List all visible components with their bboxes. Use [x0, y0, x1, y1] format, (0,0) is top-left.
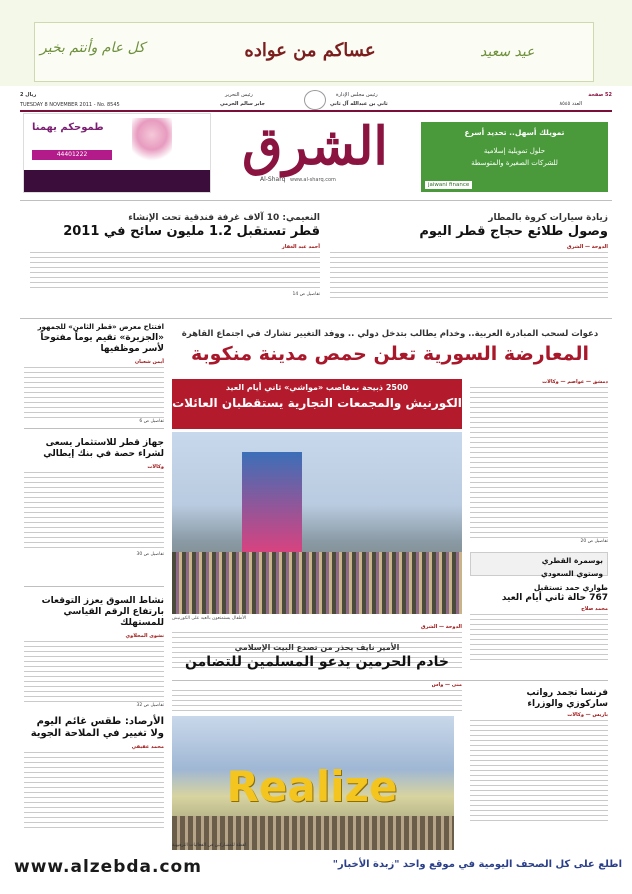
child-photo	[132, 118, 172, 166]
top-story-right-body	[330, 252, 608, 298]
promo-left-headline: طموحكم يهمنا	[32, 122, 104, 133]
france-body	[470, 720, 608, 824]
masthead-strip	[20, 90, 612, 112]
main-story-column	[470, 379, 608, 544]
top-story-right-headline: وصول طلائع حجاج قطر اليوم	[419, 224, 608, 239]
emblem-icon	[304, 90, 326, 110]
newspaper-logo-latin: Al-Sharq	[260, 176, 286, 183]
weather-byline: محمد عفيفي	[131, 744, 164, 750]
crowd	[172, 552, 462, 614]
corniche-photo-caption: الأطفال يستمتعون بالعيد على الكورنيش	[172, 616, 247, 621]
sidebar-market-headline: نشاط السوق يعزز التوقعات بارتفاع الرقم القياسي للمستهلك	[41, 596, 164, 628]
divider	[172, 680, 608, 681]
weather-body	[24, 752, 164, 828]
banner-calligraphy-left: كل عام وأنتم بخير	[40, 40, 145, 56]
promo-right-line3: للشركات الصغيرة والمتوسطة	[471, 159, 558, 167]
corniche-photo	[172, 432, 462, 614]
top-story-right-byline: الدوحة — الشرق	[567, 244, 608, 250]
realize-sign: Realize	[226, 762, 398, 811]
promo-left-footer	[24, 170, 210, 192]
sidebar-top-continued: تفاصيل ص 6	[139, 419, 164, 424]
footer-watermark[interactable]: www.alzebda.com	[14, 857, 202, 877]
eid-feature-kicker: 2500 ذبيحة بمقاصب «مواشي» ثاني أيام العيد	[225, 383, 409, 392]
weather-kicker: الأرصاد: طقس غائم اليوم	[36, 716, 164, 727]
sidebar-mid-headline: جهاز قطر للاستثمار يسعى لشراء حصة في بنك إيطالي	[43, 438, 164, 459]
sidebar-mid-byline: وكالات	[147, 464, 164, 470]
saudi-story	[172, 642, 462, 670]
top-story-left-byline: أحمد عبد الغفار	[281, 244, 320, 250]
eid-feature-box	[172, 379, 462, 429]
issue-number: العدد ٨٥٤٥	[559, 101, 582, 107]
sports-subtitle: وستوي السعودي	[541, 569, 603, 578]
promo-right-line2: حلول تمويلية إسلامية	[483, 147, 546, 155]
saudi-story-body-wrap	[172, 682, 462, 712]
sidebar-mid-story	[24, 438, 164, 557]
eid-feature-headline: الكورنيش والمجمعات التجارية يستقطبان العائلات	[172, 396, 462, 410]
realize-photo-caption: لقطة للمشاركين في الفعاليات الترفيهية	[172, 843, 246, 848]
france-headline: ساركوزي والوزراء	[527, 699, 608, 709]
france-byline: باريس — وكالات	[567, 712, 608, 718]
footer-promo: اطلع على كل الصحف اليومية في موقع واحد "زبدة الأخبار"	[332, 859, 622, 870]
sidebar-market-body	[24, 641, 164, 703]
main-story-byline: دمشق — عواصم — وكالات	[542, 379, 608, 385]
editor-name: جابر سالم الحرمي	[220, 101, 266, 107]
sidebar-mid-body	[24, 472, 164, 552]
price-left: 2 ريال	[20, 92, 37, 98]
sidebar-market-byline: نشوى المحلاوي	[125, 633, 164, 639]
top-banner	[0, 0, 632, 86]
sidebar-top-byline: أيمن شعبان	[134, 359, 164, 365]
top-story-left	[30, 212, 320, 297]
promo-right-line1: تمويلك أسهل.. تحديد أسرع	[464, 128, 565, 137]
eid-feature-byline: الدوحة — الشرق	[421, 624, 462, 630]
main-story-body	[470, 387, 608, 539]
realize-photo	[172, 716, 454, 850]
main-story-continued: تفاصيل ص 20	[580, 539, 608, 544]
footer-bar	[0, 851, 632, 894]
saudi-story-byline: منى — واس	[431, 682, 462, 688]
editor-label: رئيس التحرير	[225, 92, 253, 98]
promo-left-phone: 44401222	[32, 150, 112, 160]
date-left: TUESDAY 8 NOVEMBER 2011 - No. 8545	[20, 102, 120, 108]
saudi-story-body	[172, 690, 462, 712]
weather-headline: ولا تغيير في الملاحة الجوية	[30, 728, 164, 739]
board-chair-label: رئيس مجلس الإدارة	[336, 92, 378, 98]
main-story-headline: المعارضة السورية تعلن حمص مدينة منكوبة	[191, 343, 589, 365]
sidebar-market-continued: تفاصيل ص 32	[136, 703, 164, 708]
sidebar-top-story	[24, 322, 164, 424]
board-chair-name: ثاني بن عبدالله آل ثاني	[330, 101, 388, 107]
website: www.al-sharq.com	[290, 177, 336, 183]
france-story	[470, 688, 608, 824]
sports-box	[470, 552, 608, 576]
sidebar-market-story	[24, 596, 164, 708]
weather-story	[24, 716, 164, 828]
divider	[20, 318, 612, 319]
top-story-right	[330, 212, 608, 298]
divider	[20, 200, 612, 201]
sidebar-top-body	[24, 367, 164, 419]
saudi-story-headline: خادم الحرمين يدعو المسلمين للتضامن	[185, 654, 449, 670]
tawari-body	[470, 614, 608, 664]
sports-title: بوسمرة القطري	[541, 556, 603, 565]
newspaper-logo: الشرق	[242, 116, 388, 177]
top-story-left-continued: تفاصيل ص 14	[292, 292, 320, 297]
sidebar-top-headline: «الجزيرة» تقيم يوماً مفتوحاً لأسر موظفيها	[40, 333, 164, 354]
saudi-story-kicker: الأمير نايف يحذر من تصدع البيت الإسلامي	[234, 643, 400, 652]
banner-calligraphy-right: عيد سعيد	[480, 44, 535, 60]
france-kicker: فرنسا تجمد رواتب	[526, 688, 608, 698]
main-story	[172, 328, 608, 366]
inflatable-slide	[242, 452, 302, 562]
top-story-left-headline: قطر تستقبل 1.2 مليون سائح في 2011	[63, 224, 320, 239]
divider	[24, 586, 164, 587]
promo-left-ad	[23, 113, 211, 193]
top-story-left-kicker: النعيمي: 10 آلاف غرفة فندقية تحت الإنشاء	[128, 213, 320, 223]
top-story-right-kicker: زيادة سيارات كروة بالمطار	[488, 213, 608, 223]
pages-count: 52 صفحة	[588, 92, 612, 98]
sidebar-top-kicker: افتتاح معرض «قطر الثامن» للجمهور	[37, 323, 164, 331]
tawari-headline: 767 حالة ثاني أيام العيد	[501, 593, 608, 603]
main-story-kicker: دعوات لسحب المبادرة العربية.. وخدام يطالب بتدخل دولي .. ووفد التغيير تشارك في اجتماع القاهرة	[181, 329, 599, 339]
sidebar-mid-continued: تفاصيل ص 30	[136, 552, 164, 557]
divider	[24, 428, 164, 429]
top-story-left-body	[30, 252, 320, 290]
tawari-byline: محمد صلاح	[581, 606, 608, 612]
banner-title: عساكم من عواده	[244, 40, 376, 61]
tawari-story	[470, 582, 608, 664]
promo-right-ad	[421, 122, 608, 192]
tawari-kicker: طواري حمد تستقبل	[533, 583, 608, 592]
promo-right-brand: jaiwani finance	[425, 181, 472, 189]
